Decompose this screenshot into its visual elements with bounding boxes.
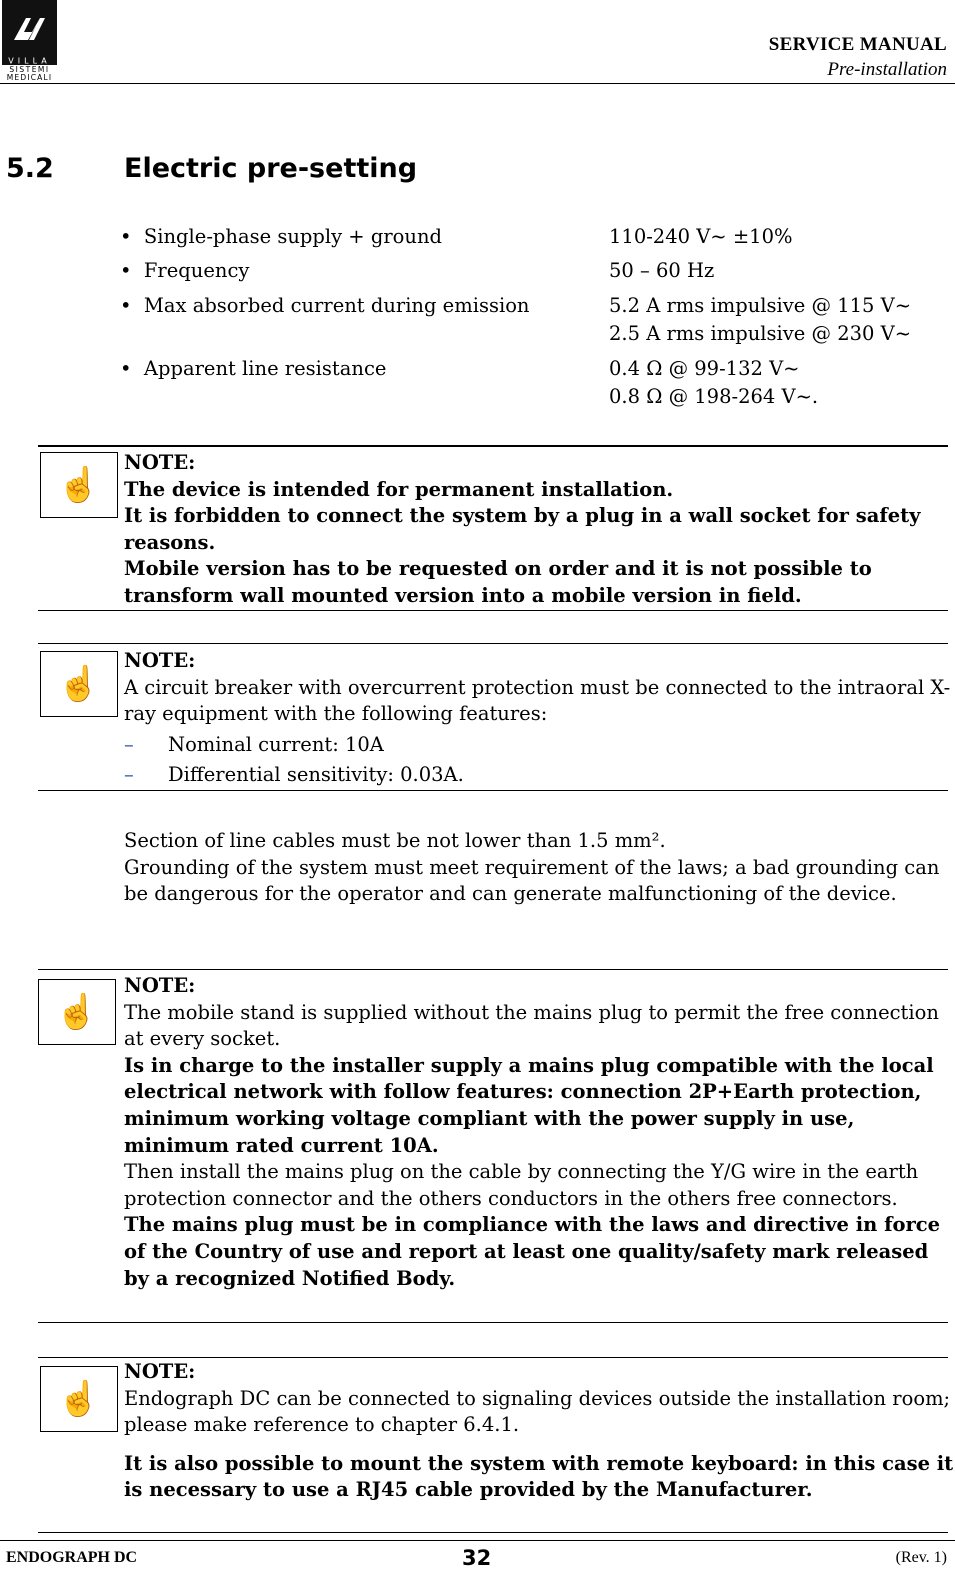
note-bottom-rule [38,1322,948,1323]
note-text: It is also possible to mount the system with remote keyboard: in this case it is necessary to use a RJ45 cable provided by the Manufacturer. [124,1451,954,1502]
note-heading: NOTE: [124,974,196,997]
note-text: The mains plug must be in compliance with the laws and directive in force of the Country of use and report at least one quality/safety mark released by a recognized Notified Body. [124,1213,941,1290]
note-text: The device is intended for permanent installation. [124,477,674,501]
note-heading: NOTE: [124,1360,196,1383]
spec-label: Single-phase supply + ground [143,225,442,248]
svg-text:VILLA: VILLA [8,56,51,66]
spec-label: Max absorbed current during emission [143,294,530,317]
note-top-rule [38,969,948,970]
spec-item: • Single-phase supply + ground [120,225,442,248]
note-text: A circuit breaker with overcurrent protection must be connected to the intraoral X-ray equipment with the following features: [124,675,951,726]
list-item-text: Differential sensitivity: 0.03A. [168,763,464,787]
note-text: The mobile stand is supplied without the mains plug to permit the free connection at every socket. [124,1000,939,1051]
page-number: 32 [462,1546,492,1570]
header-divider [0,83,955,84]
manual-subtitle: Pre-installation [827,59,947,80]
note-4 [124,1359,954,1504]
note-3 [124,973,954,1292]
list-item: – Differential sensitivity: 0.03A. [124,762,954,789]
manual-title: SERVICE MANUAL [768,34,947,55]
note-bottom-rule [38,1532,948,1533]
note-heading: NOTE: [124,451,196,474]
footer-divider [0,1540,955,1541]
spec-label: Apparent line resistance [143,357,387,380]
spec-item: • Max absorbed current during emission [120,294,530,317]
spec-value: 2.5 A rms impulsive @ 230 V~ [609,322,912,345]
spec-item: • Frequency [120,259,250,282]
note-top-rule [38,643,948,644]
spec-label: Frequency [143,259,250,282]
note-text: Endograph DC can be connected to signaling devices outside the installation room; please make reference to chapter 6.4.1. [124,1386,951,1437]
spec-value: 0.4 Ω @ 99-132 V~ [609,357,800,380]
footer-product: ENDOGRAPH DC [6,1549,138,1566]
footer-revision: (Rev. 1) [895,1549,947,1566]
pointing-hand-icon: ☝ [38,979,116,1045]
svg-text:SISTEMI: SISTEMI [9,65,50,74]
spec-value: 50 – 60 Hz [609,259,715,282]
cable-paragraph [124,828,954,908]
note-1 [124,450,954,610]
note-heading: NOTE: [124,649,196,672]
section-number: 5.2 [6,153,54,184]
note-text: Is in charge to the installer supply a mains plug compatible with the local electrical network with follow features: connection 2P+Earth protection, minimum working voltage compliant with the power supply in use, minimum rated current 10A. [124,1053,934,1157]
list-item: – Nominal current: 10A [124,732,954,759]
list-item-text: Nominal current: 10A [168,732,384,756]
svg-text:MEDICALI: MEDICALI [6,73,53,82]
note-text: Mobile version has to be requested on order and it is not possible to transform wall mounted version into a mobile version in field. [124,557,872,607]
spec-value: 0.8 Ω @ 198-264 V~. [609,385,819,408]
note-bottom-rule [38,610,948,611]
villa-logo [2,0,57,82]
spec-value: 5.2 A rms impulsive @ 115 V~ [609,294,912,317]
pointing-hand-icon: ☝ [40,1366,118,1432]
spec-value: 110-240 V~ ±10% [609,225,793,248]
note-text: It is forbidden to connect the system by a plug in a wall socket for safety reasons. [124,504,921,554]
spec-item: • Apparent line resistance [120,357,387,380]
note-top-rule [38,1357,948,1358]
paragraph-text: Grounding of the system must meet requirement of the laws; a bad grounding can be dangerous for the operator and can generate malfunctioning of the device. [124,855,940,906]
note-bottom-rule [38,790,948,791]
pointing-hand-icon: ☝ [40,651,118,717]
note-top-rule [38,445,948,447]
paragraph-text: Section of line cables must be not lower than 1.5 mm². [124,829,666,852]
note-2 [124,648,954,789]
pointing-hand-icon: ☝ [40,452,118,518]
section-title: Electric pre-setting [124,153,418,184]
note-text: Then install the mains plug on the cable by connecting the Y/G wire in the earth protection connector and the others conductors in the others free connectors. [124,1160,919,1210]
